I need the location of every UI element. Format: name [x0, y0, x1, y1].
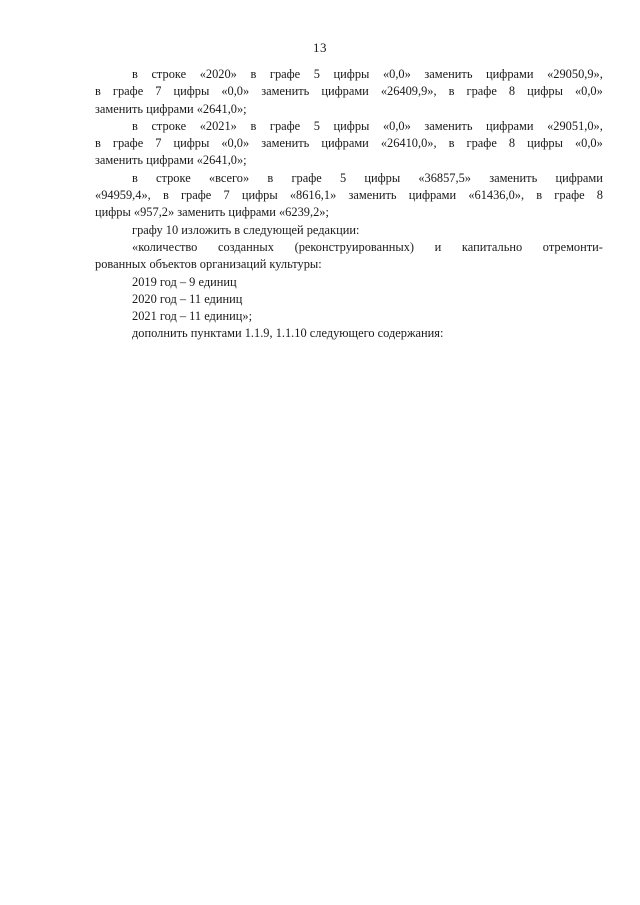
year-2020-line: 2020 год – 11 единиц [132, 291, 243, 306]
paragraph-row-total [95, 170, 603, 222]
word: «2021» [199, 118, 237, 133]
word: цифры [527, 84, 563, 99]
paragraph-line [95, 66, 603, 83]
word: графе [112, 136, 144, 151]
word: заменить [261, 84, 310, 99]
word: 5 [313, 67, 320, 81]
word: 8 [508, 136, 516, 151]
paragraph-line: заменить цифрами «2641,0»; [95, 153, 247, 168]
word: «94959,4», [95, 188, 151, 203]
word: отремонти- [542, 239, 603, 254]
year-2019-line: 2019 год – 9 единиц [132, 274, 237, 289]
paragraph-line: цифры «957,2» заменить цифрами «6239,2»; [95, 205, 329, 220]
word: в [95, 136, 101, 151]
word: «0,0» [382, 118, 411, 133]
word: созданных [217, 239, 274, 254]
paragraph-line [95, 239, 603, 256]
word: в [132, 67, 138, 81]
word: «8616,1» [289, 188, 337, 203]
year-2021-line: 2021 год – 11 единиц»; [132, 309, 253, 324]
word: в [95, 84, 101, 99]
word: графе [112, 84, 144, 99]
document-body [95, 66, 603, 343]
word: «2020» [199, 67, 237, 81]
paragraph-line [95, 135, 603, 152]
word: графе [554, 188, 585, 203]
word: цифрами [486, 118, 534, 133]
word: «0,0» [382, 67, 411, 81]
paragraph-line: заменить цифрами «2641,0»; [95, 101, 247, 116]
word: «61436,0», [468, 188, 525, 203]
word: цифры [173, 136, 210, 151]
word: цифры [173, 84, 210, 99]
word: цифры [241, 188, 278, 203]
word: заменить [348, 188, 397, 203]
word: «количество [132, 239, 198, 254]
word: «36857,5» [418, 170, 471, 185]
word: цифрами [408, 188, 457, 203]
word: в [250, 67, 257, 81]
paragraph-line [95, 83, 603, 100]
word: (реконструированных) [294, 239, 415, 254]
word: графе [291, 170, 322, 185]
word: заменить [261, 136, 310, 151]
word: заменить [489, 170, 538, 185]
word: в [162, 188, 169, 203]
word: «0,0» [574, 136, 603, 151]
word: «всего» [208, 170, 250, 185]
word: «26409,9», [380, 84, 437, 99]
word: заменить [424, 118, 473, 133]
paragraph-row-2020 [95, 66, 603, 118]
word: «29050,9», [547, 67, 603, 81]
paragraph-line [95, 118, 603, 135]
word: графе [466, 84, 497, 99]
word: цифры [333, 67, 370, 81]
word: капитально [461, 239, 523, 254]
word: 5 [313, 118, 320, 133]
word: и [434, 239, 442, 254]
word: в [536, 188, 543, 203]
word: цифры [364, 170, 401, 185]
word: «0,0» [221, 136, 250, 151]
word: в [132, 170, 138, 185]
paragraph-quote [95, 239, 603, 274]
paragraph-column-10: графу 10 изложить в следующей редакции: [132, 222, 360, 237]
paragraph-row-2021 [95, 118, 603, 170]
word: в [267, 170, 274, 185]
word: строке [156, 170, 191, 185]
word: «29051,0», [547, 118, 603, 133]
word: цифры [527, 136, 563, 151]
paragraph-line [95, 187, 603, 204]
word: «0,0» [221, 84, 250, 99]
word: 5 [339, 170, 347, 185]
word: цифрами [321, 84, 369, 99]
paragraph-supplement: дополнить пунктами 1.1.9, 1.1.10 следующего содержания: [132, 326, 444, 341]
word: в [448, 84, 455, 99]
word: 8 [596, 188, 603, 203]
word: 7 [155, 84, 162, 99]
word: 7 [223, 188, 230, 203]
word: «26410,0», [380, 136, 437, 151]
word: 7 [155, 136, 162, 151]
paragraph-line: рованных объектов организаций культуры: [95, 257, 322, 272]
word: строке [151, 67, 187, 81]
word: в [448, 136, 455, 151]
word: 8 [508, 84, 516, 99]
word: строке [151, 118, 187, 133]
word: в [250, 118, 257, 133]
word: «0,0» [574, 84, 603, 99]
page-number: 13 [313, 40, 327, 55]
word: цифрами [321, 136, 369, 151]
word: цифрами [486, 67, 534, 81]
paragraph-line [95, 170, 603, 187]
word: заменить [424, 67, 473, 81]
word: графе [269, 118, 301, 133]
word: цифры [333, 118, 370, 133]
word: графе [180, 188, 212, 203]
word: в [132, 118, 138, 133]
word: цифрами [555, 170, 603, 185]
word: графе [466, 136, 497, 151]
word: графе [269, 67, 301, 81]
